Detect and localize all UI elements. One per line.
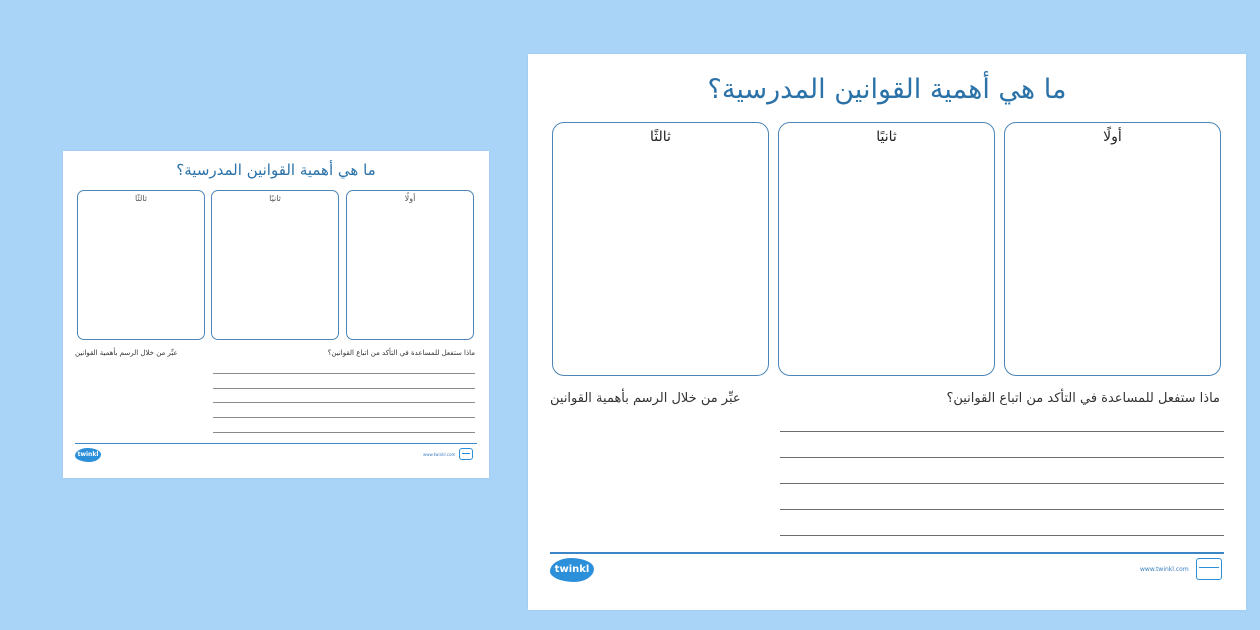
worksheet-main [528,54,1246,610]
box-label: ثالثًا [135,194,147,203]
question-prompt: ماذا ستفعل للمساعدة في التأكد من اتباع القوانين؟ [946,391,1220,406]
site-url: www.twinkl.com [423,452,456,457]
answer-line [213,402,475,403]
answer-line [780,483,1224,484]
question-prompt: ماذا ستفعل للمساعدة في التأكد من اتباع القوانين؟ [327,349,475,357]
box-label: ثانيًا [876,129,897,145]
answer-line [213,432,475,433]
answer-line [780,535,1224,536]
answer-line [780,457,1224,458]
draw-prompt: عبِّر من خلال الرسم بأهمية القوانين [550,391,741,406]
worksheet-title: ما هي أهمية القوانين المدرسية؟ [707,74,1067,105]
answer-line [780,431,1224,432]
box-label: أولًا [404,194,416,203]
box-second [211,190,339,340]
box-first [1004,122,1221,376]
box-third [77,190,205,340]
box-second [778,122,995,376]
twinkl-logo: twinkl [75,448,101,462]
twinkl-badge-icon [1196,558,1222,580]
box-label: أولًا [1103,129,1122,145]
answer-line [780,509,1224,510]
answer-line [213,373,475,374]
worksheet-thumbnail [63,151,489,478]
box-third [552,122,769,376]
answer-line [213,417,475,418]
box-label: ثانيًا [269,194,281,203]
footer-rule [550,552,1224,554]
answer-line [213,388,475,389]
footer-rule [75,443,477,444]
box-label: ثالثًا [650,129,671,145]
draw-prompt: عبِّر من خلال الرسم بأهمية القوانين [75,349,178,357]
site-url: www.twinkl.com [1140,566,1189,573]
box-first [346,190,474,340]
twinkl-badge-icon [459,448,473,460]
twinkl-logo: twinkl [550,558,594,582]
worksheet-title: ما هي أهمية القوانين المدرسية؟ [176,161,376,179]
